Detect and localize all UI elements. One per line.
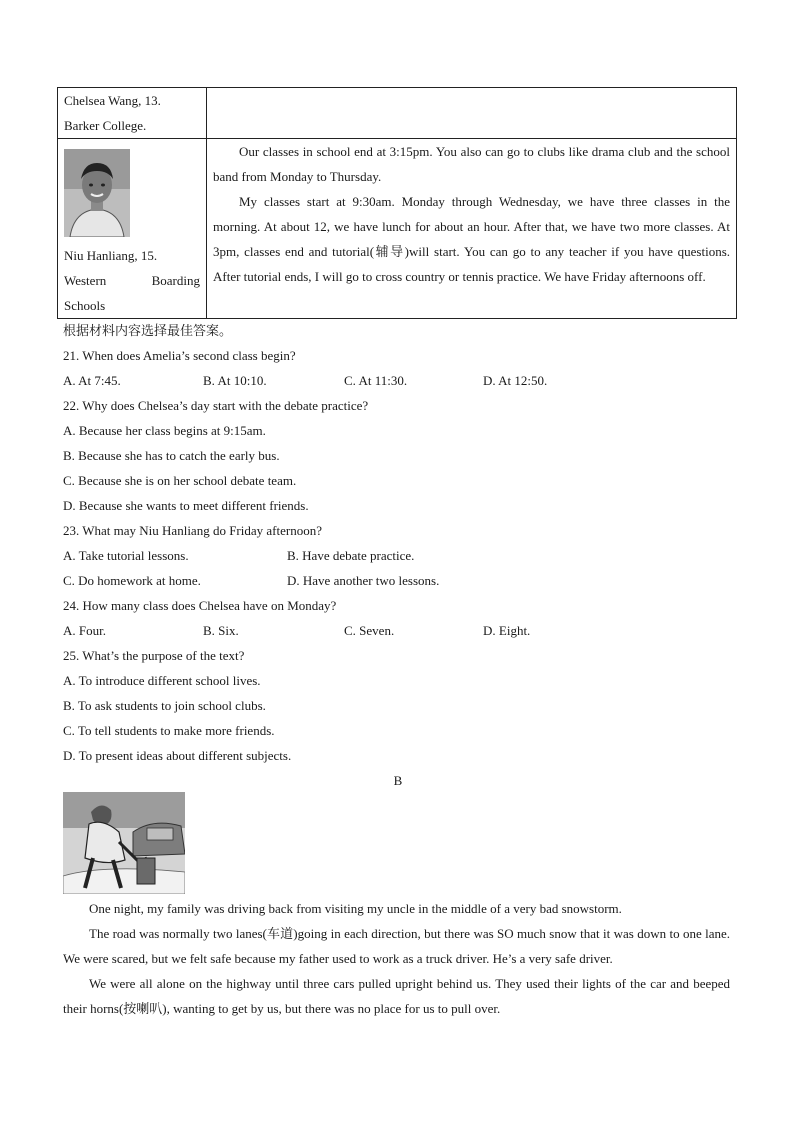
story-paragraph: We were all alone on the highway until three cars pulled upright behind us. They used their lights of the car and beeped their horns(按喇叭), wanting to get by us, but there was no place for us to pull over. — [63, 976, 730, 1016]
question-stem: 25. What’s the purpose of the text? — [63, 648, 245, 663]
option-b: B. Six. — [203, 623, 239, 638]
student-portrait-photo — [64, 149, 130, 237]
option-d: D. At 12:50. — [483, 373, 548, 388]
instruction-text: 根据材料内容选择最佳答案。 — [63, 323, 233, 338]
options-row — [63, 543, 733, 568]
profile-school: Western Boarding — [64, 273, 200, 288]
option-a: A. Four. — [63, 623, 106, 638]
option-c: C. At 11:30. — [344, 373, 408, 388]
option-a: A. Take tutorial lessons. — [63, 548, 189, 563]
student-profiles-table — [57, 87, 737, 319]
option-c: C. Do homework at home. — [63, 573, 201, 588]
option-b: B. At 10:10. — [203, 373, 267, 388]
profile-paragraph: My classes start at 9:30am. Monday through Wednesday, we have three classes in the morning. At about 12, we have lunch for about an hour. After that, we have two more classes. At 3pm, classes end and tutorial(辅导)will start. You can go to any teacher if you have questions. After tutorial ends, I will go to cross country or tennis practice. We have Friday afternoons off. — [213, 194, 730, 284]
option-a: A. At 7:45. — [63, 373, 121, 388]
question-stem: 22. Why does Chelsea’s day start with the debate practice? — [63, 398, 369, 413]
option-c: C. To tell students to make more friends. — [63, 723, 275, 738]
option-d: D. Because she wants to meet different friends. — [63, 498, 309, 513]
profile-row-chelsea — [58, 88, 737, 139]
snowstorm-illustration — [63, 792, 185, 894]
option-c: C. Seven. — [344, 623, 395, 638]
question-stem: 21. When does Amelia’s second class begin? — [63, 348, 296, 363]
question-stem: 23. What may Niu Hanliang do Friday afternoon? — [63, 523, 322, 538]
option-a: A. To introduce different school lives. — [63, 673, 261, 688]
profile-name-cell — [58, 88, 207, 139]
story-paragraph: The road was normally two lanes(车道)going in each direction, but there was SO much snow that it was down to one lane. We were scared, but we felt safe because my father used to work as a truck driver. He’s a very safe driver. — [63, 926, 730, 966]
option-b: B. Because she has to catch the early bus. — [63, 448, 280, 463]
profile-row-niu — [58, 139, 737, 319]
option-b: B. To ask students to join school clubs. — [63, 698, 266, 713]
profile-text-cell-empty — [207, 88, 737, 139]
option-d: D. Have another two lessons. — [287, 573, 440, 588]
options-row — [63, 568, 733, 593]
profile-text-cell — [207, 139, 737, 319]
option-b: B. Have debate practice. — [287, 548, 415, 563]
option-d: D. To present ideas about different subjects. — [63, 748, 292, 763]
option-c: C. Because she is on her school debate team. — [63, 473, 297, 488]
question-stem: 24. How many class does Chelsea have on Monday? — [63, 598, 337, 613]
questions-section — [63, 318, 733, 793]
profile-name: Chelsea Wang, 13. — [64, 93, 161, 108]
option-a: A. Because her class begins at 9:15am. — [63, 423, 266, 438]
profile-name: Niu Hanliang, 15. — [64, 248, 158, 263]
profile-school: Barker College. — [64, 118, 147, 133]
options-row — [63, 368, 733, 393]
profile-name-cell — [58, 139, 207, 319]
section-b-story — [63, 896, 730, 1021]
story-paragraph: One night, my family was driving back from visiting my uncle in the middle of a very bad snowstorm. — [89, 901, 622, 916]
options-row — [63, 618, 733, 643]
profile-school-cont: Schools — [64, 298, 106, 313]
section-b-label: B — [393, 773, 403, 788]
profile-paragraph: Our classes in school end at 3:15pm. You also can go to clubs like drama club and the school band from Monday to Thursday. — [213, 144, 730, 184]
option-d: D. Eight. — [483, 623, 531, 638]
